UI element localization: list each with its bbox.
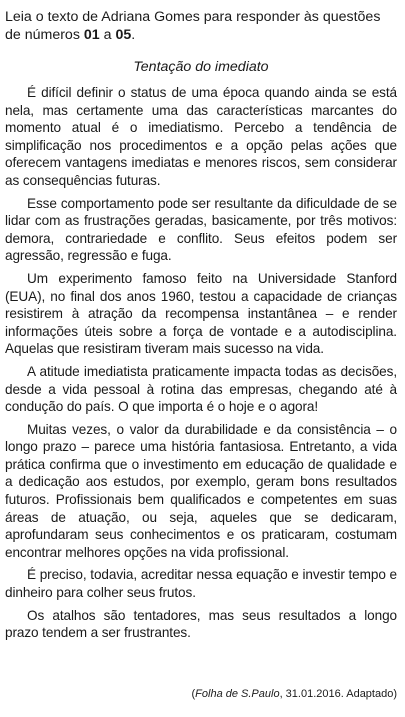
paragraph-1: É difícil definir o status de uma época quando ainda se está nela, mas certamente uma das características marcantes do momento atual é o imediatismo. Percebo a tendência de simplificação nos procedimentos e a opção pelas ações que oferecem vantagens imediatas e menores riscos, sem considerar as consequências futuras. [5,85,397,188]
paragraph-7: Os atalhos são tentadores, mas seus resultados a longo prazo tendem a ser frustrantes. [5,607,397,641]
article-title: Tentação do imediato [133,59,269,75]
paragraph-6: É preciso, todavia, acreditar nessa equação e investir tempo e dinheiro para colher seus frutos. [5,567,397,601]
source-citation [192,688,398,700]
paragraph-3: Um experimento famoso feito na Universidade Stanford (EUA), no final dos anos 1960, testou a capacidade de crianças resistirem à atração da recompensa instantânea – e render informações úteis sobre a força de vontade e a autodisciplina. Aquelas que resistiram tiveram mais sucesso na vida. [5,270,397,357]
question-start-number: 01 [83,27,100,43]
source-open-paren: ( [191,688,196,700]
paragraph-5: Muitas vezes, o valor da durabilidade e da consistência – o longo prazo – parece uma história fantasiosa. Entretanto, a vida prática confirma que o investimento em educação de qualidade e a dedicação aos estudos, por exemplo, geram bons resultados futuros. Profissionais bem qualificados e competentes em suas áreas de atuação, ou seja, aqueles que se dedicaram, aprofundaram seus conhecimentos e os praticaram, costumam encontrar melhores opções na vida profissional. [5,421,397,560]
source-date: , 31.01.2016. Adaptado) [279,688,397,700]
instructions [5,8,397,44]
instructions-text: Leia o texto de Adriana Gomes para responder às questões de números [5,9,381,43]
paragraph-2: Esse comportamento pode ser resultante da dificuldade de se lidar com as frustrações geradas, basicamente, por três motivos: demora, contrariedade e conflito. Seus efeitos podem ser agressão, regressão e fuga. [5,195,397,264]
question-end-number: 05 [115,27,132,43]
paragraph-4: A atitude imediatista praticamente impacta todas as decisões, desde a vida pessoal à rotina das empresas, chegando até à condução do país. O que importa é o hoje e o agora! [5,363,397,415]
source-publication: Folha de S.Paulo [195,688,280,700]
instructions-connector: a [99,27,116,43]
instructions-end: . [131,27,136,43]
